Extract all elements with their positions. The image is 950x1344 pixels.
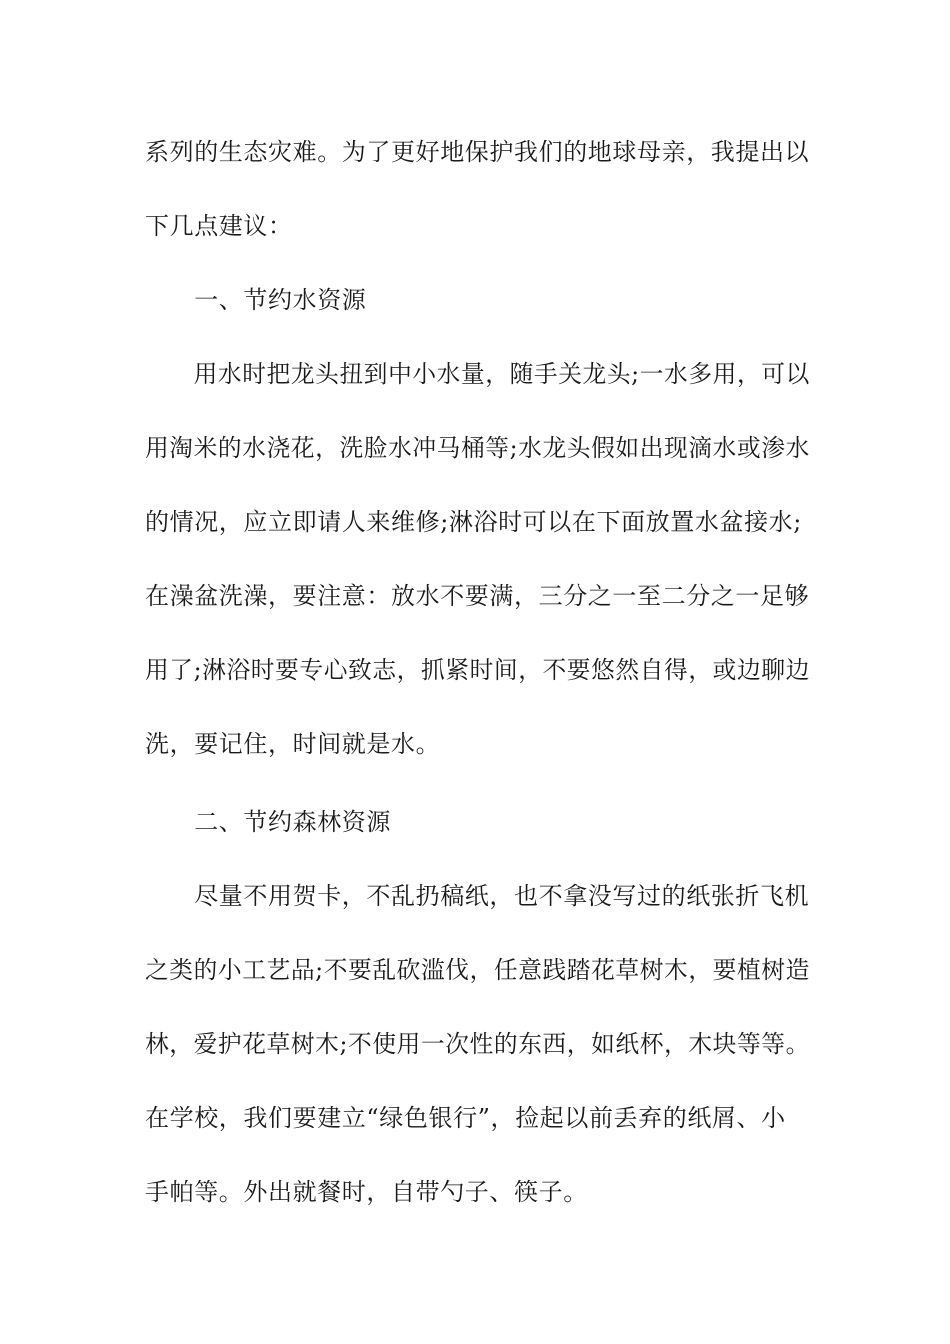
text-line: 洗，要记住，时间就是水。 (145, 730, 441, 758)
text-line: 用淘米的水浇花，洗脸水冲马桶等;水龙头假如出现滴水或渗水 (145, 434, 810, 462)
text-line: 手帕等。外出就餐时，自带勺子、筷子。 (145, 1178, 588, 1206)
text-line: 在学校，我们要建立“绿色银行”，捡起以前丢弃的纸屑、小 (145, 1104, 786, 1132)
section-heading: 一、节约水资源 (145, 286, 367, 314)
text-line: 的情况，应立即请人来维修;淋浴时可以在下面放置水盆接水; (145, 508, 802, 536)
text-line: 系列的生态灾难。为了更好地保护我们的地球母亲，我提出以 (145, 138, 810, 166)
text-line: 用水时把龙头扭到中小水量，随手关龙头;一水多用，可以 (145, 360, 810, 388)
text-line: 之类的小工艺品;不要乱砍滥伐，任意践踏花草树木，要植树造 (145, 956, 810, 984)
text-line: 在澡盆洗澡，要注意：放水不要满，三分之一至二分之一足够 (145, 582, 810, 610)
section-heading: 二、节约森林资源 (145, 808, 391, 836)
text-line: 尽量不用贺卡，不乱扔稿纸，也不拿没写过的纸张折飞机 (145, 882, 810, 910)
text-line: 林，爱护花草树木;不使用一次性的东西，如纸杯，木块等等。 (145, 1030, 810, 1058)
text-line: 下几点建议： (145, 212, 293, 240)
text-line: 用了;淋浴时要专心致志，抓紧时间，不要悠然自得，或边聊边 (145, 656, 810, 684)
